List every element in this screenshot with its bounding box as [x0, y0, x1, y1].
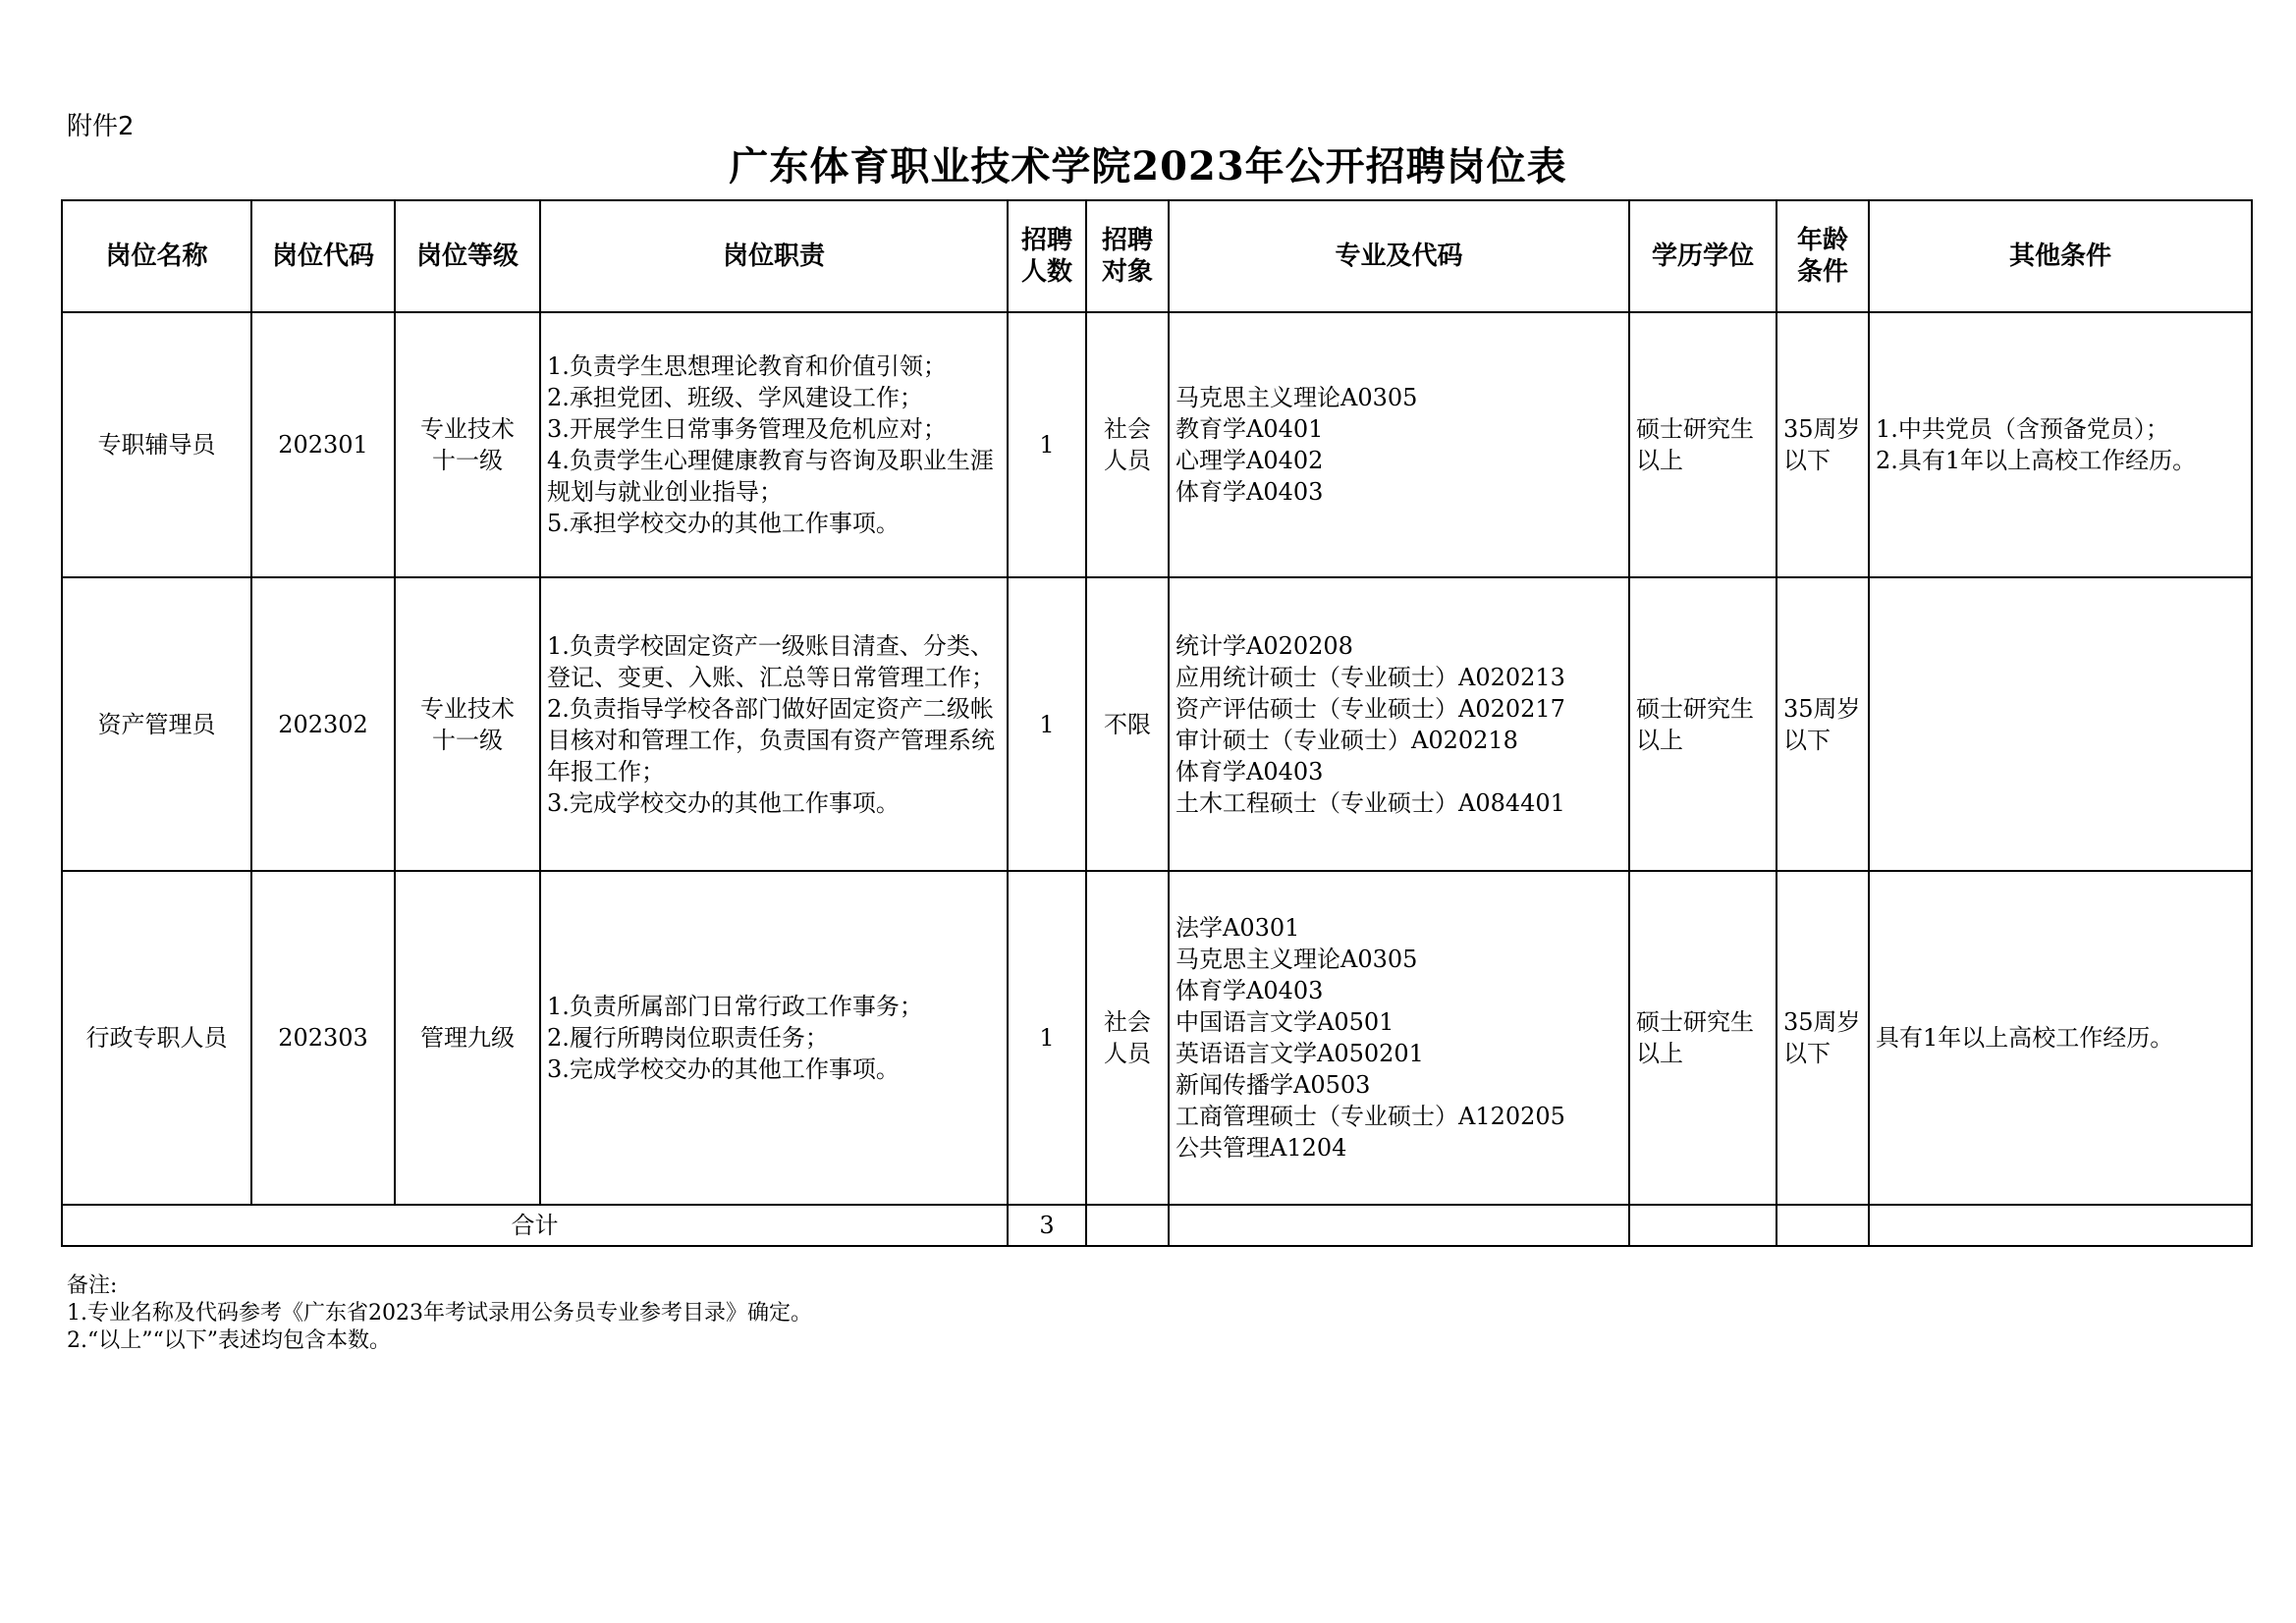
cell-duty: 1.负责所属部门日常行政工作事务； 2.履行所聘岗位职责任务； 3.完成学校交办的其他工作事项。	[540, 871, 1008, 1205]
header-name: 岗位名称	[62, 200, 251, 312]
recruitment-table	[61, 199, 2253, 1247]
total-row	[62, 1205, 2252, 1246]
table-row	[62, 577, 2252, 871]
cell-other: 具有1年以上高校工作经历。	[1869, 871, 2252, 1205]
total-empty-cell	[1629, 1205, 1777, 1246]
page-title: 广东体育职业技术学院2023年公开招聘岗位表	[729, 143, 1567, 189]
cell-age: 35周岁以下	[1777, 577, 1869, 871]
header-level: 岗位等级	[395, 200, 540, 312]
table-row	[62, 312, 2252, 577]
header-target: 招聘 对象	[1086, 200, 1169, 312]
total-label: 合计	[62, 1205, 1008, 1246]
cell-count: 1	[1008, 871, 1086, 1205]
cell-major: 马克思主义理论A0305 教育学A0401 心理学A0402 体育学A0403	[1169, 312, 1629, 577]
cell-count: 1	[1008, 577, 1086, 871]
cell-code: 202301	[251, 312, 395, 577]
cell-major: 法学A0301 马克思主义理论A0305 体育学A0403 中国语言文学A0501 英语语言文学A050201 新闻传播学A0503 工商管理硕士（专业硕士）A120205 公共管理A1204	[1169, 871, 1629, 1205]
total-empty-cell	[1169, 1205, 1629, 1246]
cell-name: 专职辅导员	[62, 312, 251, 577]
cell-duty: 1.负责学生思想理论教育和价值引领； 2.承担党团、班级、学风建设工作； 3.开展学生日常事务管理及危机应对； 4.负责学生心理健康教育与咨询及职业生涯规划与就业创业指导； 5.承担学校交办的其他工作事项。	[540, 312, 1008, 577]
total-count: 3	[1008, 1205, 1086, 1246]
header-age: 年龄 条件	[1777, 200, 1869, 312]
cell-duty: 1.负责学校固定资产一级账目清查、分类、登记、变更、入账、汇总等日常管理工作； 2.负责指导学校各部门做好固定资产二级帐目核对和管理工作，负责国有资产管理系统年报工作； 3.完成学校交办的其他工作事项。	[540, 577, 1008, 871]
header-code: 岗位代码	[251, 200, 395, 312]
cell-target: 不限	[1086, 577, 1169, 871]
cell-name: 资产管理员	[62, 577, 251, 871]
note-item: 1.专业名称及代码参考《广东省2023年考试录用公务员专业参考目录》确定。	[67, 1301, 812, 1325]
header-other: 其他条件	[1869, 200, 2252, 312]
cell-count: 1	[1008, 312, 1086, 577]
cell-age: 35周岁以下	[1777, 312, 1869, 577]
cell-level: 管理九级	[395, 871, 540, 1205]
cell-other	[1869, 577, 2252, 871]
cell-name: 行政专职人员	[62, 871, 251, 1205]
total-empty-cell	[1777, 1205, 1869, 1246]
cell-age: 35周岁以下	[1777, 871, 1869, 1205]
cell-target: 社会 人员	[1086, 312, 1169, 577]
attachment-label: 附件2	[67, 112, 135, 141]
header-major: 专业及代码	[1169, 200, 1629, 312]
cell-target: 社会 人员	[1086, 871, 1169, 1205]
cell-code: 202303	[251, 871, 395, 1205]
cell-level: 专业技术 十一级	[395, 312, 540, 577]
cell-edu: 硕士研究生以上	[1629, 577, 1777, 871]
total-empty-cell	[1086, 1205, 1169, 1246]
header-row	[62, 200, 2252, 312]
notes	[67, 1272, 812, 1355]
cell-edu: 硕士研究生以上	[1629, 871, 1777, 1205]
table-row	[62, 871, 2252, 1205]
cell-edu: 硕士研究生以上	[1629, 312, 1777, 577]
header-count: 招聘 人数	[1008, 200, 1086, 312]
notes-heading: 备注:	[67, 1273, 118, 1298]
note-item: 2.“以上”“以下”表述均包含本数。	[67, 1328, 391, 1353]
cell-other: 1.中共党员（含预备党员）； 2.具有1年以上高校工作经历。	[1869, 312, 2252, 577]
header-duty: 岗位职责	[540, 200, 1008, 312]
header-edu: 学历学位	[1629, 200, 1777, 312]
total-empty-cell	[1869, 1205, 2252, 1246]
cell-code: 202302	[251, 577, 395, 871]
cell-major: 统计学A020208 应用统计硕士（专业硕士）A020213 资产评估硕士（专业硕士）A020217 审计硕士（专业硕士）A020218 体育学A0403 土木工程硕士（专业硕士）A084401	[1169, 577, 1629, 871]
cell-level: 专业技术 十一级	[395, 577, 540, 871]
